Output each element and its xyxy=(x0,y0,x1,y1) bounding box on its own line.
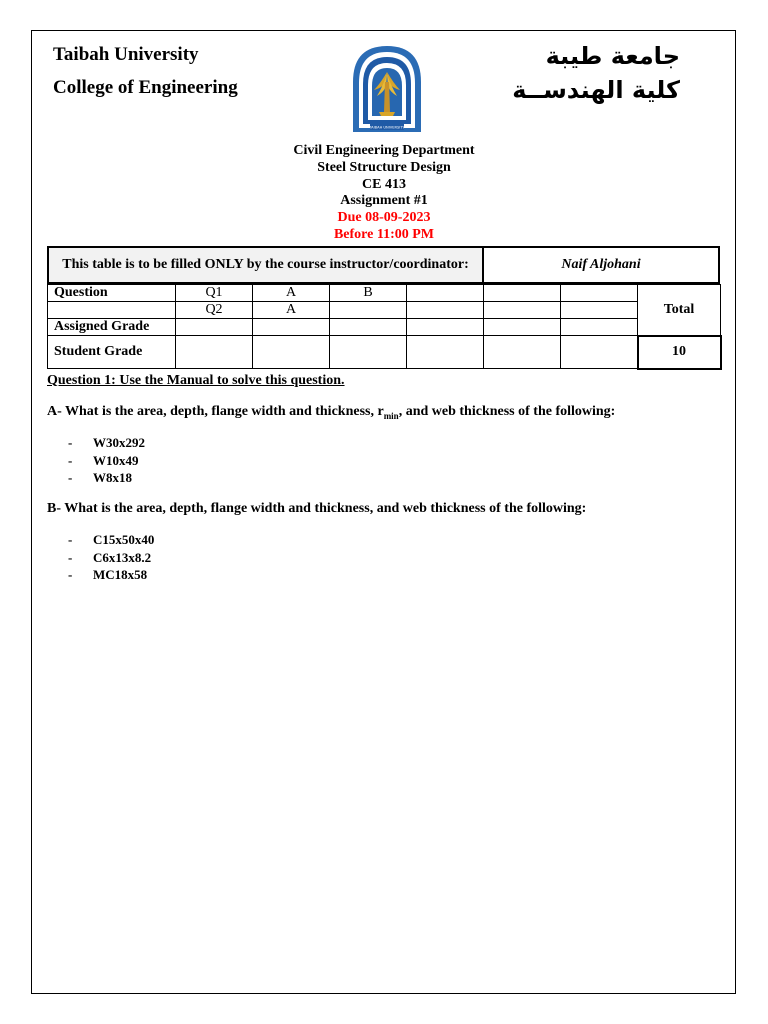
university-name-en: Taibah University xyxy=(53,44,199,65)
table-row xyxy=(48,336,721,369)
grade-cell xyxy=(330,302,407,319)
course-name: Steel Structure Design xyxy=(317,159,451,175)
section-name: W8x18 xyxy=(93,470,132,485)
grade-cell xyxy=(407,336,484,369)
r-min-subscript: min xyxy=(383,410,399,421)
course-code: CE 413 xyxy=(362,176,406,192)
bullet-dash: - xyxy=(68,549,73,565)
college-name-en: College of Engineering xyxy=(53,77,238,98)
deadline-time: Before 11:00 PM xyxy=(333,226,435,242)
student-grade-label: Student Grade xyxy=(48,336,176,369)
grade-cell xyxy=(484,319,561,336)
grade-cell xyxy=(407,319,484,336)
question-label: Question xyxy=(48,285,176,302)
total-label: Total xyxy=(638,285,721,336)
part-b-list xyxy=(68,531,154,584)
grade-cell xyxy=(561,336,638,369)
list-item xyxy=(68,452,145,470)
course-info xyxy=(232,143,536,244)
assigned-grade-label: Assigned Grade xyxy=(48,319,176,336)
grade-cell xyxy=(176,336,253,369)
section-name: C15x50x40 xyxy=(93,532,155,547)
instructor-table xyxy=(47,246,720,284)
grade-cell xyxy=(253,319,330,336)
grade-cell xyxy=(561,319,638,336)
total-score: 10 xyxy=(638,336,721,369)
grade-cell xyxy=(407,285,484,302)
part-a-list xyxy=(68,434,145,487)
instructor-name: Naif Aljohani xyxy=(483,247,719,283)
list-item xyxy=(68,566,154,584)
part-a-text-end: , and web thickness of the following: xyxy=(398,404,616,419)
grade-cell xyxy=(407,302,484,319)
grade-cell: Q1 xyxy=(176,285,253,302)
grade-cell xyxy=(330,319,407,336)
bullet-dash: - xyxy=(68,435,73,450)
grade-cell: A xyxy=(253,302,330,319)
section-name: MC18x58 xyxy=(93,567,148,582)
grade-cell xyxy=(484,336,561,369)
grade-cell: B xyxy=(330,285,407,302)
university-name-ar: جامعة طيبة xyxy=(545,42,680,70)
section-name: W30x292 xyxy=(93,435,145,450)
grade-cell xyxy=(561,285,638,302)
section-name: W10x49 xyxy=(93,452,139,468)
college-name-ar: كلية الهندســة xyxy=(512,76,680,104)
grade-table xyxy=(47,284,722,370)
university-logo xyxy=(350,42,424,134)
bullet-dash: - xyxy=(68,532,73,547)
list-item xyxy=(68,434,145,452)
part-a-text: A- What is the area, depth, flange width and thickness, r xyxy=(47,404,384,419)
table-row xyxy=(48,319,721,336)
department: Civil Engineering Department xyxy=(293,143,475,158)
grade-cell xyxy=(330,336,407,369)
grade-cell xyxy=(253,336,330,369)
logo-caption: TAIBAH UNIVERSITY xyxy=(369,125,405,130)
fill-note: This table is to be filled ONLY by the course instructor/coordinator: xyxy=(48,247,483,283)
grade-cell xyxy=(561,302,638,319)
list-item xyxy=(68,549,154,567)
list-item xyxy=(68,531,154,549)
grade-cell xyxy=(484,285,561,302)
list-item xyxy=(68,469,145,487)
assignment-title: Assignment #1 xyxy=(340,193,428,209)
grade-cell: A xyxy=(253,285,330,302)
question-1-title: Question 1: Use the Manual to solve this question. xyxy=(47,373,345,388)
table-row xyxy=(48,285,721,302)
table-row xyxy=(48,302,721,319)
part-a-prompt xyxy=(47,404,615,421)
part-b-prompt: B- What is the area, depth, flange width and thickness, and web thickness of the following: xyxy=(47,501,587,516)
grade-cell xyxy=(176,319,253,336)
bullet-dash: - xyxy=(68,567,73,582)
grade-cell xyxy=(48,302,176,319)
grade-cell: Q2 xyxy=(176,302,253,319)
bullet-dash: - xyxy=(68,470,73,485)
section-name: C6x13x8.2 xyxy=(93,549,152,565)
due-date: Due 08-09-2023 xyxy=(337,210,431,226)
bullet-dash: - xyxy=(68,452,73,468)
grade-cell xyxy=(484,302,561,319)
